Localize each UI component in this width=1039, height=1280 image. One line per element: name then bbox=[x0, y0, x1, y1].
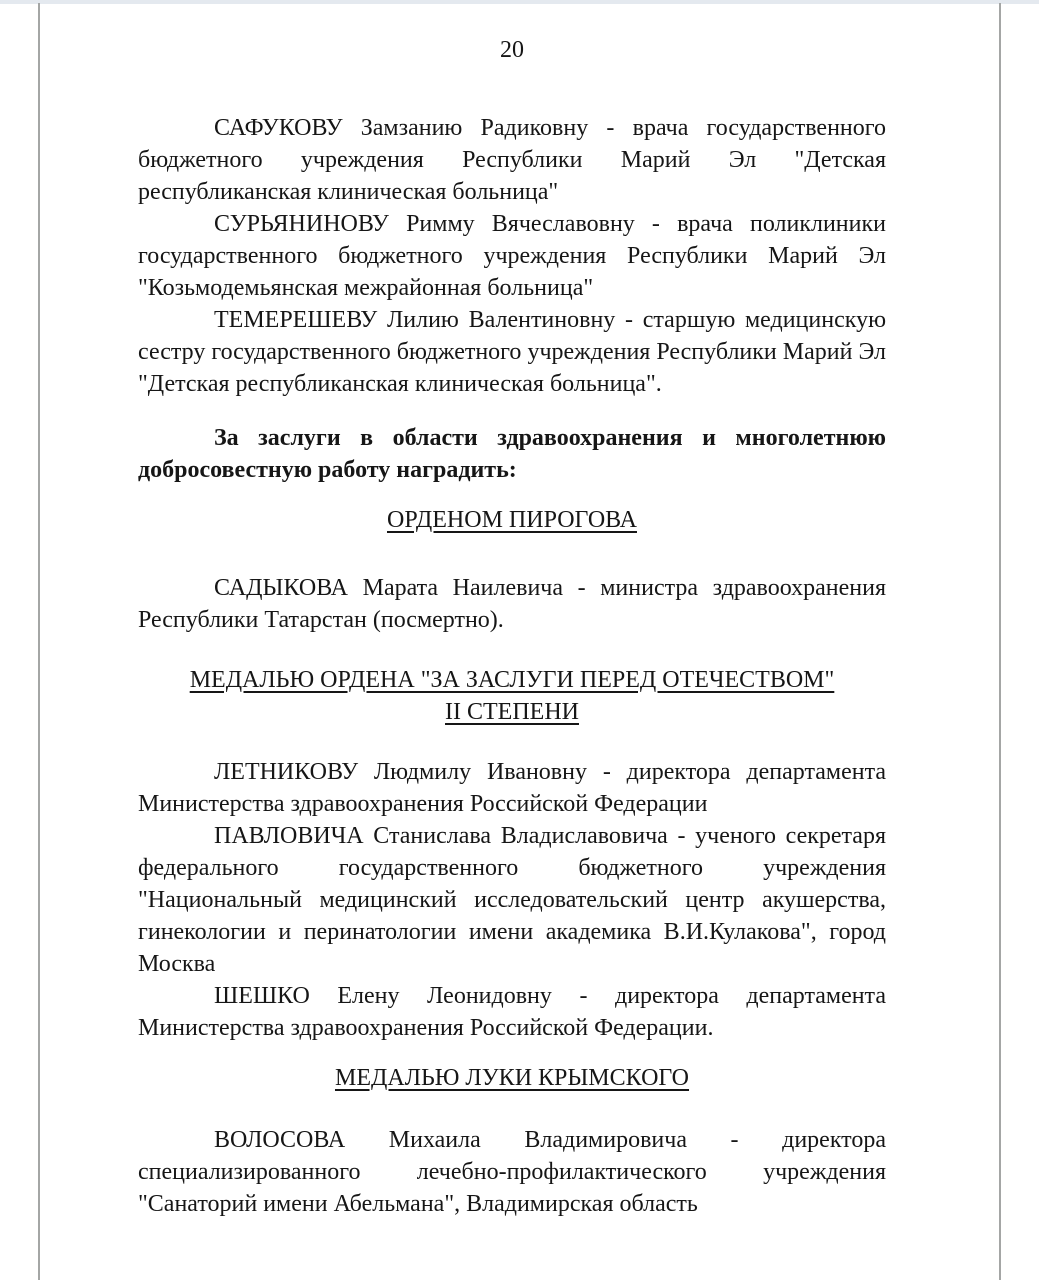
entry-volosova: ВОЛОСОВА Михаила Владимировича - директора специализированного лечебно-профилактического учреждения "Санаторий имени Абельмана", Владимирская область bbox=[138, 1127, 886, 1217]
heading-line: II СТЕПЕНИ bbox=[445, 699, 579, 725]
entry-sheshko: ШЕШКО Елену Леонидовну - директора департамента Министерства здравоохранения Российской Федерации. bbox=[138, 983, 886, 1041]
heading-medal-luki-krymskogo bbox=[138, 1062, 886, 1094]
document-page bbox=[40, 4, 999, 1220]
entry-pavlovicha: ПАВЛОВИЧА Станислава Владиславовича - ученого секретаря федерального государственного бюджетного учреждения "Национальный медицинский исследовательский центр акушерства, гинекологии и перинатологии имени академика В.И.Кулакова", город Москва bbox=[138, 823, 886, 977]
entry-sadykova: САДЫКОВА Марата Наилевича - министра здравоохранения Республики Татарстан (посмертно). bbox=[138, 575, 886, 633]
page-right-border bbox=[999, 3, 1001, 1280]
page-number: 20 bbox=[500, 37, 524, 63]
document-text-column bbox=[138, 34, 886, 1220]
entry-safukova: САФУКОВУ Замзанию Радиковну - врача государственного бюджетного учреждения Республики Марий Эл "Детская республиканская клиническая больница" bbox=[138, 115, 886, 205]
heading-line: ОРДЕНОМ ПИРОГОВА bbox=[387, 507, 637, 533]
heading-line: МЕДАЛЬЮ ЛУКИ КРЫМСКОГО bbox=[334, 1065, 690, 1091]
heading-orden-pirogova bbox=[138, 504, 886, 536]
intro-za-zaslugi: За заслуги в области здравоохранения и многолетнюю добросовестную работу наградить: bbox=[138, 425, 886, 483]
entry-suryaninova: СУРЬЯНИНОВУ Римму Вячеславовну - врача поликлиники государственного бюджетного учреждения Республики Марий Эл "Козьмодемьянская межрайонная больница" bbox=[138, 211, 886, 301]
entry-letnikova: ЛЕТНИКОВУ Людмилу Ивановну - директора департамента Министерства здравоохранения Российской Федерации bbox=[138, 759, 886, 817]
heading-line: МЕДАЛЬЮ ОРДЕНА "ЗА ЗАСЛУГИ ПЕРЕД ОТЕЧЕСТВОМ" bbox=[189, 667, 835, 693]
entry-temeresheva: ТЕМЕРЕШЕВУ Лилию Валентиновну - старшую медицинскую сестру государственного бюджетного учреждения Республики Марий Эл "Детская республиканская клиническая больница". bbox=[138, 307, 886, 397]
heading-medal-za-zaslugi bbox=[138, 664, 886, 728]
